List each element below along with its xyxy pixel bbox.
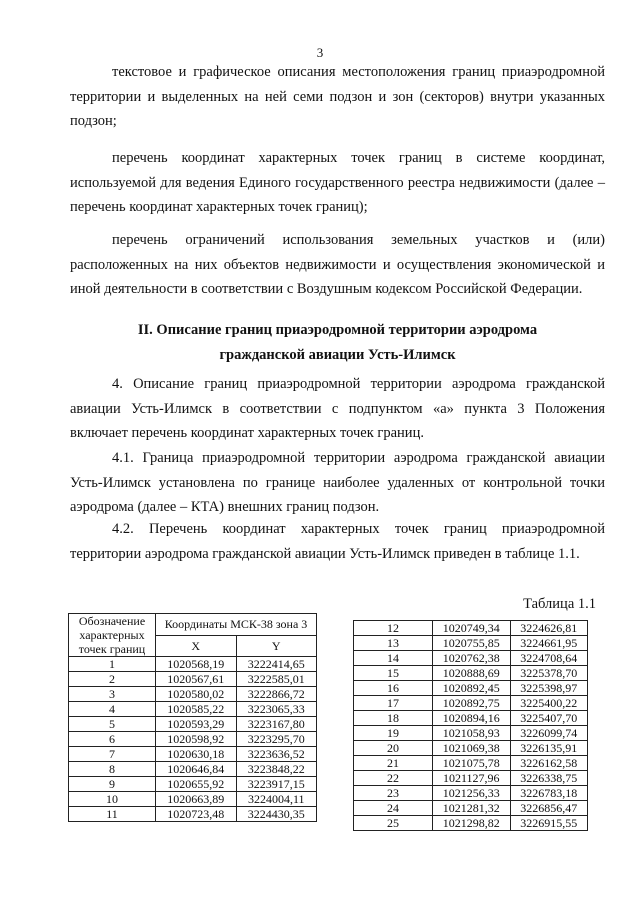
point-number-cell: 10 [69, 792, 156, 807]
y-coordinate-cell: 3223295,70 [236, 732, 317, 747]
table-row [354, 711, 588, 726]
x-coordinate-cell: 1020755,85 [433, 636, 511, 651]
paragraph-coordinates-list: перечень координат характерных точек границ в системе координат, используемой для ведения Единого государственного реестра недвижимости (далее – перечень координат характерных точек границ); [70, 150, 605, 215]
section-heading-line1: II. Описание границ приаэродромной территории аэродрома [137, 322, 538, 338]
paragraph-4-2: 4.2. Перечень координат характерных точек границ приаэродромной территории аэродрома гражданской авиации Усть-Илимск приведен в таблице 1.1. [70, 521, 605, 562]
point-number-cell: 4 [69, 702, 156, 717]
table-row [354, 651, 588, 666]
point-number-cell: 14 [354, 651, 433, 666]
y-coordinate-cell: 3225398,97 [510, 681, 588, 696]
point-number-cell: 3 [69, 687, 156, 702]
x-coordinate-cell: 1021069,38 [433, 741, 511, 756]
table-row [69, 672, 317, 687]
x-coordinate-cell: 1020723,48 [156, 807, 237, 822]
table-row [354, 786, 588, 801]
paragraph-restrictions-list: перечень ограничений использования земельных участков и (или) расположенных на них объектов недвижимости и осуществления экономической и иной деятельности в соответствии с Воздушным кодексом Российской Федерации. [70, 232, 605, 297]
table-caption: Таблица 1.1 [523, 596, 596, 612]
point-number-cell: 2 [69, 672, 156, 687]
point-number-cell: 18 [354, 711, 433, 726]
x-coordinate-cell: 1020580,02 [156, 687, 237, 702]
x-coordinate-cell: 1020892,75 [433, 696, 511, 711]
x-coordinate-cell: 1020894,16 [433, 711, 511, 726]
y-coordinate-cell: 3226856,47 [510, 801, 588, 816]
point-number-cell: 11 [69, 807, 156, 822]
y-coordinate-cell: 3223917,15 [236, 777, 317, 792]
x-coordinate-cell: 1020762,38 [433, 651, 511, 666]
table-row [69, 777, 317, 792]
point-number-cell: 12 [354, 621, 433, 636]
x-coordinate-cell: 1020888,69 [433, 666, 511, 681]
x-coordinate-cell: 1020655,92 [156, 777, 237, 792]
point-number-cell: 19 [354, 726, 433, 741]
paragraph-descriptions: текстовое и графическое описания местоположения границ приаэродромной территории и выделенных на ней семи подзон и зон (секторов) внутри указанных подзон; [70, 64, 605, 129]
table-row [354, 681, 588, 696]
header-y: Y [236, 635, 317, 657]
y-coordinate-cell: 3226783,18 [510, 786, 588, 801]
point-number-cell: 23 [354, 786, 433, 801]
x-coordinate-cell: 1020646,84 [156, 762, 237, 777]
x-coordinate-cell: 1021127,96 [433, 771, 511, 786]
y-coordinate-cell: 3226135,91 [510, 741, 588, 756]
y-coordinate-cell: 3223848,22 [236, 762, 317, 777]
paragraph-4-1: 4.1. Граница приаэродромной территории аэродрома гражданской авиации Усть-Илимск установлена по границе наиболее удаленных от контрольной точки аэродрома (далее – КТА) внешних границ подзон. [70, 450, 605, 515]
y-coordinate-cell: 3226915,55 [510, 816, 588, 831]
table-row [69, 702, 317, 717]
x-coordinate-cell: 1020567,61 [156, 672, 237, 687]
point-number-cell: 16 [354, 681, 433, 696]
point-number-cell: 9 [69, 777, 156, 792]
x-coordinate-cell: 1020598,92 [156, 732, 237, 747]
y-coordinate-cell: 3224430,35 [236, 807, 317, 822]
y-coordinate-cell: 3226338,75 [510, 771, 588, 786]
x-coordinate-cell: 1020892,45 [433, 681, 511, 696]
table-row [354, 636, 588, 651]
y-coordinate-cell: 3222866,72 [236, 687, 317, 702]
x-coordinate-cell: 1020585,22 [156, 702, 237, 717]
table-row [354, 621, 588, 636]
point-number-cell: 25 [354, 816, 433, 831]
point-number-cell: 1 [69, 657, 156, 672]
table-row [69, 657, 317, 672]
x-coordinate-cell: 1021256,33 [433, 786, 511, 801]
y-coordinate-cell: 3226162,58 [510, 756, 588, 771]
table-row [69, 687, 317, 702]
point-number-cell: 13 [354, 636, 433, 651]
section-heading-line2: гражданской авиации Усть-Илимск [219, 347, 456, 363]
x-coordinate-cell: 1021298,82 [433, 816, 511, 831]
y-coordinate-cell: 3222585,01 [236, 672, 317, 687]
table-row [354, 816, 588, 831]
x-coordinate-cell: 1020593,29 [156, 717, 237, 732]
table-row [354, 756, 588, 771]
y-coordinate-cell: 3224708,64 [510, 651, 588, 666]
point-number-cell: 17 [354, 696, 433, 711]
y-coordinate-cell: 3225378,70 [510, 666, 588, 681]
table-row [354, 801, 588, 816]
y-coordinate-cell: 3222414,65 [236, 657, 317, 672]
table-row [354, 741, 588, 756]
header-point-designation: Обозначение характерных точек границ [69, 614, 156, 657]
y-coordinate-cell: 3225407,70 [510, 711, 588, 726]
x-coordinate-cell: 1020749,34 [433, 621, 511, 636]
coordinates-table-right [353, 620, 588, 831]
table-row [354, 666, 588, 681]
table-row [69, 807, 317, 822]
table-row [69, 747, 317, 762]
x-coordinate-cell: 1021281,32 [433, 801, 511, 816]
y-coordinate-cell: 3224626,81 [510, 621, 588, 636]
y-coordinate-cell: 3223636,52 [236, 747, 317, 762]
point-number-cell: 7 [69, 747, 156, 762]
point-number-cell: 8 [69, 762, 156, 777]
y-coordinate-cell: 3224004,11 [236, 792, 317, 807]
y-coordinate-cell: 3226099,74 [510, 726, 588, 741]
table-row [69, 792, 317, 807]
x-coordinate-cell: 1020630,18 [156, 747, 237, 762]
point-number-cell: 21 [354, 756, 433, 771]
table-row [69, 717, 317, 732]
point-number-cell: 6 [69, 732, 156, 747]
y-coordinate-cell: 3225400,22 [510, 696, 588, 711]
x-coordinate-cell: 1021058,93 [433, 726, 511, 741]
table-row [354, 696, 588, 711]
x-coordinate-cell: 1020568,19 [156, 657, 237, 672]
table-row [354, 726, 588, 741]
x-coordinate-cell: 1020663,89 [156, 792, 237, 807]
point-number-cell: 22 [354, 771, 433, 786]
x-coordinate-cell: 1021075,78 [433, 756, 511, 771]
coordinates-table-left [68, 613, 317, 822]
y-coordinate-cell: 3224661,95 [510, 636, 588, 651]
table-row [354, 771, 588, 786]
header-x: X [156, 635, 237, 657]
paragraph-4: 4. Описание границ приаэродромной территории аэродрома гражданской авиации Усть-Илимск в соответствии с подпунктом «а» пункта 3 Положения включает перечень координат характерных точек границ. [70, 376, 605, 441]
y-coordinate-cell: 3223065,33 [236, 702, 317, 717]
point-number-cell: 20 [354, 741, 433, 756]
table-row [69, 762, 317, 777]
table-row [69, 732, 317, 747]
header-coordinates: Координаты МСК-38 зона 3 [156, 614, 317, 636]
point-number-cell: 24 [354, 801, 433, 816]
page-number: 3 [316, 45, 324, 60]
point-number-cell: 15 [354, 666, 433, 681]
y-coordinate-cell: 3223167,80 [236, 717, 317, 732]
point-number-cell: 5 [69, 717, 156, 732]
